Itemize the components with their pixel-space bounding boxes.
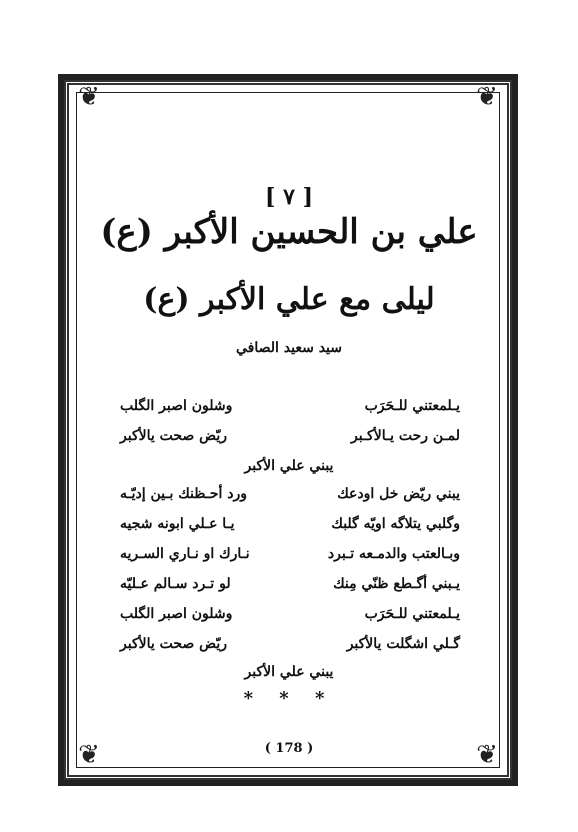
poem-subtitle: ليلى مع علي الأكبر (ع) (143, 282, 435, 317)
verse-line (120, 486, 460, 510)
page-number: ( 178 ) (264, 741, 314, 756)
verse-first-hemistich: گـلي اشگلت يالأكبر (346, 636, 460, 652)
verse-second-hemistich: ورد أحـظنك بـين إديّـه (120, 486, 248, 502)
verse-first-hemistich: يبني ريّض خل اودعك (337, 486, 460, 502)
verse-line (120, 576, 460, 600)
refrain-line: يبني علي الأكبر (244, 664, 334, 680)
corner-ornament-icon: ❦ (476, 740, 498, 770)
corner-ornament-icon: ❦ (78, 740, 100, 770)
verse-line (120, 606, 460, 630)
verse-line (120, 636, 460, 660)
verse-first-hemistich: يـلمعتني للـحَرَب (364, 398, 460, 414)
verse-second-hemistich: ريّض صحت يالأكبر (120, 428, 227, 444)
verse-first-hemistich: وگلبي يتلاگه اويّه گلبك (331, 516, 460, 532)
verse-second-hemistich: لو تـرد سـالم عـليّه (120, 576, 231, 592)
poem-title: علي بن الحسين الأكبر (ع) (100, 212, 478, 252)
verse-second-hemistich: يـا عـلي ابونه شجيه (120, 516, 235, 532)
author-name: سيد سعيد الصافي (235, 340, 343, 356)
verse-first-hemistich: يـبني أگـطع ظنّي مِنك (333, 576, 460, 592)
verse-second-hemistich: نـارك او نـاري السـريه (120, 546, 250, 562)
verse-line (120, 516, 460, 540)
verse-first-hemistich: يـلمعتني للـحَرَب (364, 606, 460, 622)
verse-line (120, 546, 460, 570)
verse-second-hemistich: وشلون اصبر الگلب (120, 606, 233, 622)
poem-number: [ ٧ ] (265, 184, 313, 210)
refrain-line: يبني علي الأكبر (244, 458, 334, 474)
verse-second-hemistich: وشلون اصبر الگلب (120, 398, 233, 414)
section-divider-stars: * * * (243, 688, 335, 709)
corner-ornament-icon: ❦ (476, 82, 498, 112)
verse-second-hemistich: ريّض صحت يالأكبر (120, 636, 227, 652)
corner-ornament-icon: ❦ (78, 82, 100, 112)
verse-line (120, 398, 460, 422)
verse-first-hemistich: لمـن رحت يـالأكـبر (351, 428, 460, 444)
verse-line (120, 428, 460, 452)
verse-first-hemistich: وبـالعتب والدمـعه تـبرد (327, 546, 460, 562)
